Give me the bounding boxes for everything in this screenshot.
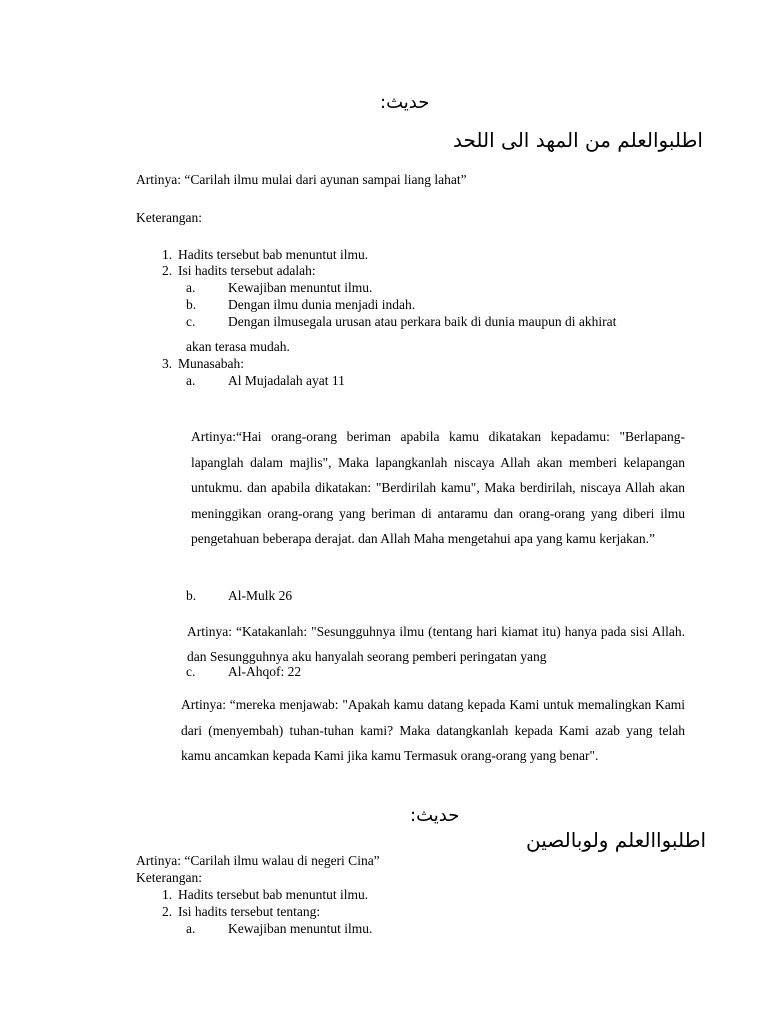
sub-list-letter: a. [186,373,196,388]
translation-paragraph-c: Artinya: “mereka menjawab: "Apakah kamu datang kepada Kami untuk memalingkan Kami dari (menyembah) tuhan-tuhan kami? Maka datangkanlah kepada Kami azab yang telah kamu ancamkan kepada Kami jika kamu Termasuk orang-orang yang benar". [181,697,685,763]
translation-paragraph-b: Artinya: “Katakanlah: "Sesungguhnya ilmu (tentang hari kiamat itu) hanya pada sisi Allah. dan Sesungguhnya aku hanyalah seorang pemberi peringatan yang [187,624,685,664]
surah-reference-a: Al Mujadalah ayat 11 [228,373,345,388]
list-item: 2. Isi hadits tersebut tentang: [162,904,321,919]
sub-list-letter: c. [186,664,196,679]
sub-list-item: Kewajiban menuntut ilmu. [228,921,373,936]
sub-list-letter: b. [186,588,197,603]
hadith-arabic-2: اطلبواالعلم ولوبالصين [526,828,707,852]
list-item: 3. Munasabah: [162,356,244,371]
list-item: 2. Isi hadits tersebut adalah: [162,263,316,278]
sub-list-item-continuation: akan terasa mudah. [186,339,290,354]
hadith-heading-2: حديث: [410,805,460,826]
translation-paragraph-a: Artinya:“Hai orang-orang beriman apabila kamu dikatakan kepadamu: "Berlapang-lapanglah dalam majlis", Maka lapangkanlah niscaya Allah akan memberi kelapangan untukmu. dan apabila dikatakan: "Berdirilah kamu", Maka berdirilah, niscaya Allah akan meninggikan orang-orang yang beriman di antaramu dan orang-orang yang diberi ilmu pengetahuan beberapa derajat. dan Allah Maha mengetahui apa yang kamu kerjakan.” [191,429,685,546]
list-item: 1. Hadits tersebut bab menuntut ilmu. [162,247,369,262]
sub-list-letter: a. [186,280,196,295]
sub-list-item: Dengan ilmu dunia menjadi indah. [228,297,416,312]
sub-list-letter: c. [186,314,196,329]
translation-1: Artinya: “Carilah ilmu mulai dari ayunan sampai liang lahat” [136,172,467,187]
translation-2: Artinya: “Carilah ilmu walau di negeri Cina” [136,853,380,868]
hadith-heading-1: حديث: [380,92,430,113]
surah-reference-b: Al-Mulk 26 [228,588,293,603]
sub-list-item: Kewajiban menuntut ilmu. [228,280,373,295]
keterangan-label-2: Keterangan: [136,870,202,885]
sub-list-letter: b. [186,297,197,312]
surah-reference-c: Al-Ahqof: 22 [228,664,302,679]
hadith-arabic-1: اطلبوالعلم من المهد الى اللحد [453,128,703,152]
sub-list-item: Dengan ilmusegala urusan atau perkara baik di dunia maupun di akhirat [228,314,617,329]
sub-list-letter: a. [186,921,196,936]
list-item: 1. Hadits tersebut bab menuntut ilmu. [162,887,369,902]
keterangan-label-1: Keterangan: [136,210,202,225]
